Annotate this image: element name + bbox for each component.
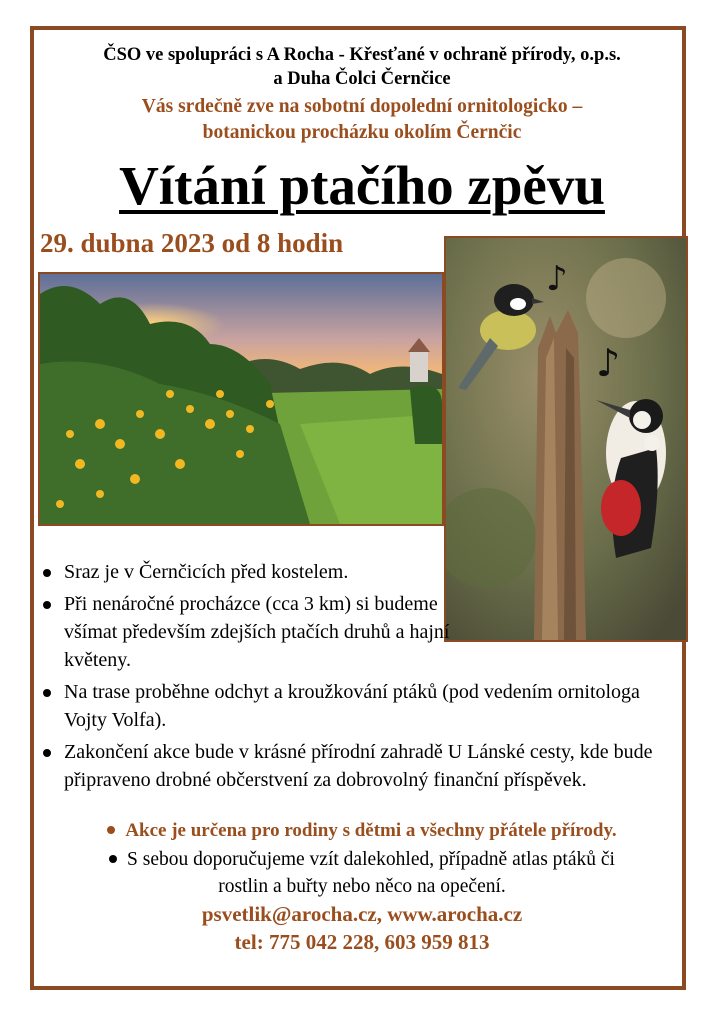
svg-text:♪: ♪	[546, 259, 568, 299]
info-bullet-list	[40, 558, 680, 798]
garden-photo	[38, 272, 444, 526]
list-item: Při nenáročné procházce (cca 3 km) si budeme všímat především zdejších ptačích druhů a hajní květeny.	[40, 590, 454, 674]
invitation-line-1: Vás srdečně zve na sobotní dopolední ornitologicko –	[141, 96, 583, 117]
svg-text:♪: ♪	[596, 341, 621, 385]
event-date: 29. dubna 2023 od 8 hodin	[40, 228, 344, 258]
bullet-icon	[43, 569, 51, 577]
bullet-icon	[107, 826, 115, 834]
event-title: Vítání ptačího zpěvu	[119, 155, 605, 216]
organizer-line-1: ČSO ve spolupráci s A Rocha - Křesťané v ochraně přírody, o.p.s.	[103, 45, 621, 65]
contact-phone: tel: 775 042 228, 603 959 813	[234, 930, 490, 954]
bullet-icon	[43, 601, 51, 609]
list-item: Zakončení akce bude v krásné přírodní zahradě U Lánské cesty, kde bude připraveno drobné občerstvení za dobrovolný finanční příspěvek.	[40, 738, 680, 794]
bullet-icon	[43, 689, 51, 697]
target-audience: Akce je určena pro rodiny s dětmi a všechny přátele přírody.	[34, 818, 690, 844]
list-item: Sraz je v Černčicích před kostelem.	[40, 558, 414, 586]
list-item: Na trase proběhne odchyt a kroužkování ptáků (pod vedením ornitologa Vojty Volfa).	[40, 678, 680, 734]
bring-along-note: S sebou doporučujeme vzít dalekohled, případně atlas ptáků či rostlin a buřty nebo něco na opečení.	[34, 846, 690, 900]
bullet-icon	[43, 749, 51, 757]
organizer-line-2: a Duha Čolci Černčice	[273, 69, 451, 89]
invitation-line-2: botanickou procházku okolím Černčic	[202, 122, 522, 143]
bullet-icon	[109, 855, 117, 863]
contact-email-web: psvetlik@arocha.cz, www.arocha.cz	[201, 902, 523, 926]
